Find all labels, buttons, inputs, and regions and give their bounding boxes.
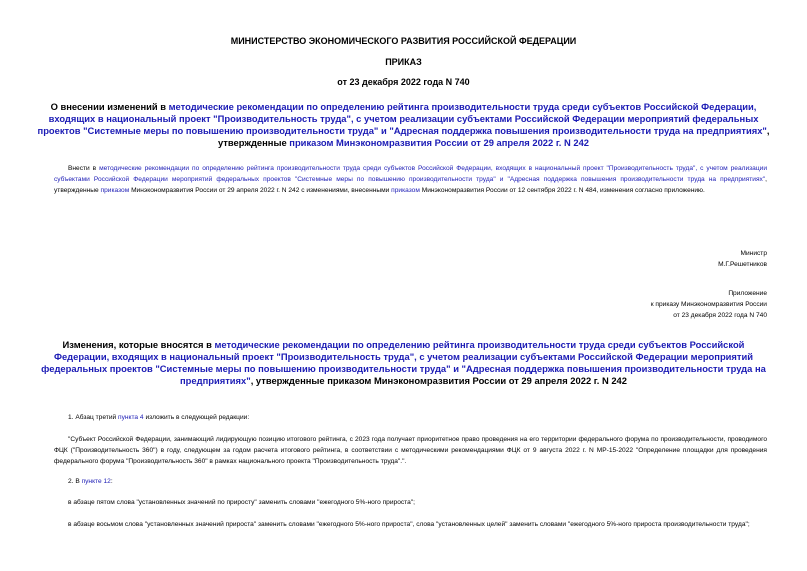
order-title <box>28 101 779 149</box>
ministry-heading: МИНИСТЕРСТВО ЭКОНОМИЧЕСКОГО РАЗВИТИЯ РОССИЙСКОЙ ФЕДЕРАЦИИ <box>230 36 577 46</box>
item-1-text-b: изложить в следующей редакции: <box>143 414 250 421</box>
order-title-link-order[interactable]: приказом Минэкономразвития России от 29 апреля 2022 г. N 242 <box>289 137 590 148</box>
intro-text-1: Внести в <box>68 165 100 172</box>
item-2-link[interactable]: пункте 12 <box>81 478 111 485</box>
appendix-line-1: Приложение <box>728 290 767 297</box>
intro-text-3: Минэкономразвития России от 29 апреля 2022 г. N 242 с изменениями, внесенными <box>129 187 392 194</box>
doc-date-heading: от 23 декабря 2022 года N 740 <box>337 77 470 87</box>
intro-link-order-242[interactable]: приказом <box>100 187 130 194</box>
order-title-prefix: О внесении изменений в <box>50 101 169 112</box>
intro-link-order-484[interactable]: приказом <box>391 187 420 194</box>
signature-name: М.Г.Решетников <box>718 261 767 268</box>
order-title-link-recommendations[interactable]: методические рекомендации по определению рейтинга производительности труда среди субъектов Российской Федерации, входящих в национальный проект "Производительность труда", с учетом реализации субъектами Российской Федерации мероприятий федеральных проектов "Системные меры по повышению производительности труда" и "Адресная поддержка повышения производительности труда на предприятиях" <box>37 101 767 136</box>
intro-text-4: Минэкономразвития России от 12 сентября 2022 г. N 484, изменения согласно приложению. <box>419 187 705 194</box>
intro-link-recommendations[interactable]: методические рекомендации по определению рейтинга производительности труда среди субъектов Российской Федерации, входящих в национальный проект "Производительность труда", с учетом реализации субъектами Российской Федерации мероприятий федеральных проектов "Системные меры по повышению производительности труда" и "Адресная поддержка повышения производительности труда на предприятиях" <box>54 165 767 183</box>
intro-text-2: , утвержденные <box>54 176 767 194</box>
appendix-line-2: к приказу Минэкономразвития России <box>650 301 767 308</box>
changes-title-link[interactable]: методические рекомендации по определению рейтинга производительности труда среди субъектов Российской Федерации, входящих в национальный проект "Производительность труда", с учетом реализации субъектами Российской Федерации мероприятий федеральных проектов "Системные меры по повышению производительности труда" и "Адресная поддержка повышения производительности труда на предприятиях" <box>41 339 766 386</box>
changes-title <box>40 339 767 387</box>
changes-title-suffix: , утвержденные приказом Минэкономразвития России от 29 апреля 2022 г. N 242 <box>250 375 627 386</box>
item-2-text-a: 2. В <box>68 478 82 485</box>
item-1-quote: "Субъект Российской Федерации, занимающий лидирующую позицию итогового рейтинга, с 2023 года получает приоритетное право проведения на его территории федерального форума по производительности, проводимого ФЦК ("Производительность 360") в году, следующем за годом расчета итогового рейтинга, в соответствии с методическими рекомендациями ФЦК от 9 августа 2022 г. N МР-15-2022 "Определение площадки для проведения федерального форума "Производительность 360" в рамках национального проекта "Производительность труда".". <box>54 436 767 465</box>
appendix-reference <box>651 288 767 321</box>
item-1-paragraph <box>54 412 767 423</box>
item-2-subparagraph-1: в абзаце пятом слова "установленных значений по приросту" заменить словами "ежегодного 5%-ного прироста"; <box>68 499 415 506</box>
signature-position: Министр <box>740 250 767 257</box>
item-1-link[interactable]: пункта 4 <box>118 414 144 421</box>
item-2-paragraph <box>54 476 767 487</box>
doc-type-heading: ПРИКАЗ <box>385 57 422 67</box>
signature-block <box>718 248 767 270</box>
intro-paragraph <box>54 163 767 196</box>
item-1-text-a: 1. Абзац третий <box>68 414 119 421</box>
item-2-subparagraph-2: в абзаце восьмом слова "установленных значений прироста" заменить словами "ежегодного 5%-ного прироста", слова "установленных целей" заменить словами "ежегодного 5%-ного прироста производительности труда"; <box>68 521 750 528</box>
order-title-middle: , утвержденные <box>217 125 770 148</box>
changes-title-prefix: Изменения, которые вносятся в <box>62 339 215 350</box>
item-2-text-b: : <box>110 478 113 485</box>
appendix-line-3: от 23 декабря 2022 года N 740 <box>673 312 767 319</box>
